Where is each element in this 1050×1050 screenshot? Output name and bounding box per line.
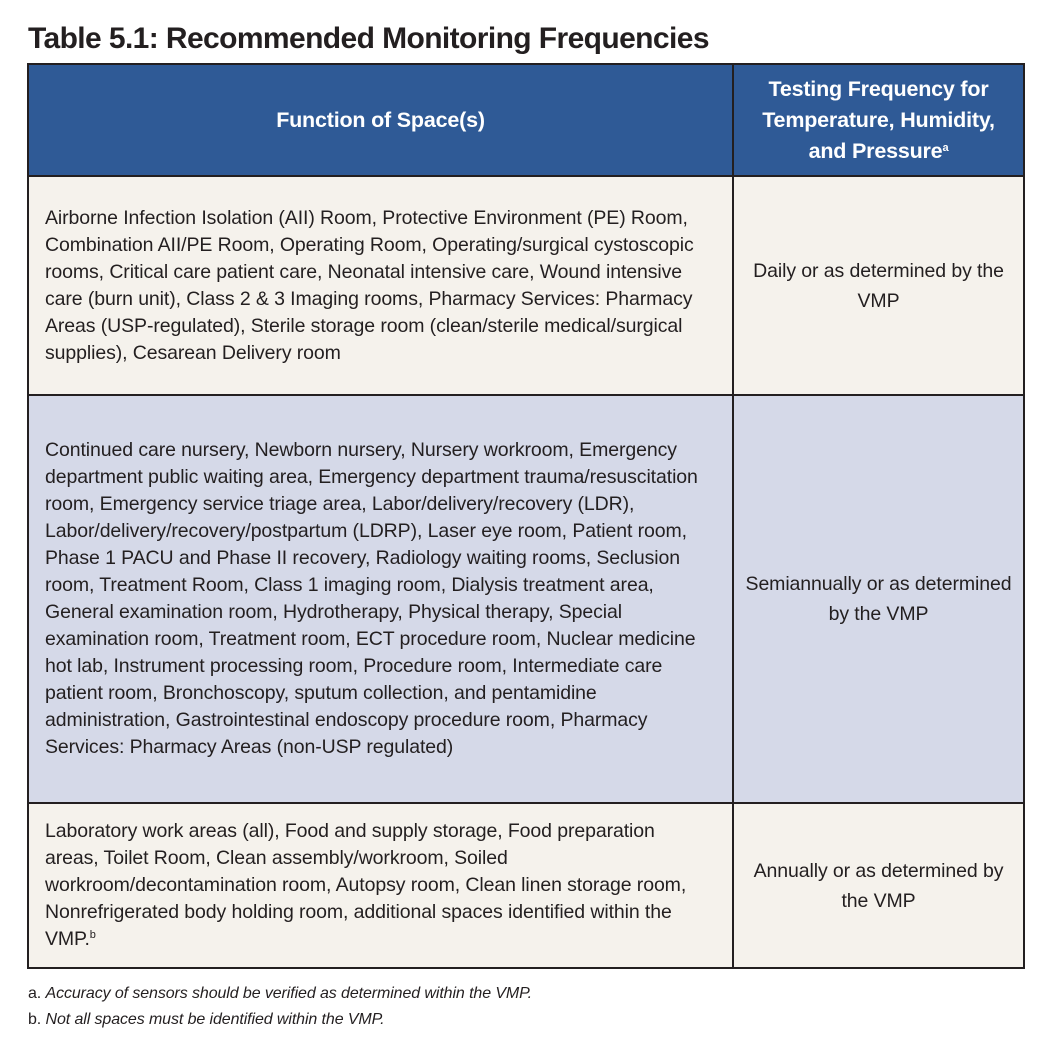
footnote-b (28, 1010, 385, 1030)
footnote-marker-a: a (942, 141, 949, 154)
header-function-of-spaces (28, 64, 733, 176)
header-frequency-label: Testing Frequency for Temperature, Humidity, and Pressure (762, 76, 995, 163)
header-function-label: Function of Space(s) (276, 107, 485, 132)
footnote-text: Accuracy of sensors should be verified as determined within the VMP. (45, 985, 533, 1002)
spaces-text: Airborne Infection Isolation (AII) Room, Protective Environment (PE) Room, Combination AII/PE Room, Operating Room, Operating/surgical cystoscopic rooms, Critical care patient care, Neonatal intensive care, Wound intensive care (burn unit), Class 2 & 3 Imaging rooms, Pharmacy Services: Pharmacy Areas (USP-regulated), Sterile storage room (clean/sterile medical/surgical supplies), Cesarean Delivery room (45, 206, 694, 364)
spaces-cell (28, 803, 733, 968)
footnote-a (28, 984, 532, 1004)
frequency-cell (733, 395, 1024, 803)
spaces-text: Laboratory work areas (all), Food and supply storage, Food preparation areas, Toilet Room, Clean assembly/workroom, Soiled workroom/decontamination room, Autopsy room, Clean linen storage room, Nonrefrigerated body holding room, additional spaces identified within the VMP. (45, 820, 687, 950)
spaces-cell (28, 395, 733, 803)
table-row (28, 176, 1024, 395)
frequency-text: Annually or as determined by the VMP (753, 859, 1004, 912)
table-row (28, 803, 1024, 968)
frequency-cell (733, 803, 1024, 968)
table-title: Table 5.1: Recommended Monitoring Frequencies (28, 22, 709, 55)
frequency-cell (733, 176, 1024, 395)
header-testing-frequency (733, 64, 1024, 176)
footnote-text: Not all spaces must be identified within the VMP. (45, 1011, 385, 1028)
frequency-text: Daily or as determined by the VMP (753, 259, 1004, 312)
monitoring-frequency-table (27, 63, 1025, 969)
footnote-label: a. (28, 985, 42, 1002)
table-header-row (28, 64, 1024, 176)
spaces-text: Continued care nursery, Newborn nursery, Nursery workroom, Emergency department public waiting area, Emergency department trauma/resuscitation room, Emergency service triage area, Labor/delivery/recovery (LDR), Labor/delivery/recovery/postpartum (LDRP), Laser eye room, Patient room, Phase 1 PACU and Phase II recovery, Radiology waiting rooms, Seclusion room, Treatment Room, Class 1 imaging room, Dialysis treatment area, General examination room, Hydrotherapy, Physical therapy, Special examination room, Treatment room, ECT procedure room, Nuclear medicine hot lab, Instrument processing room, Procedure room, Intermediate care patient room, Bronchoscopy, sputum collection, and pentamidine administration, Gastrointestinal endoscopy procedure room, Pharmacy Services: Pharmacy Areas (non-USP regulated) (45, 439, 698, 758)
spaces-cell (28, 176, 733, 395)
footnote-marker-b: b (89, 929, 96, 941)
footnote-label: b. (28, 1011, 42, 1028)
frequency-text: Semiannually or as determined by the VMP (745, 573, 1012, 625)
table-row (28, 395, 1024, 803)
